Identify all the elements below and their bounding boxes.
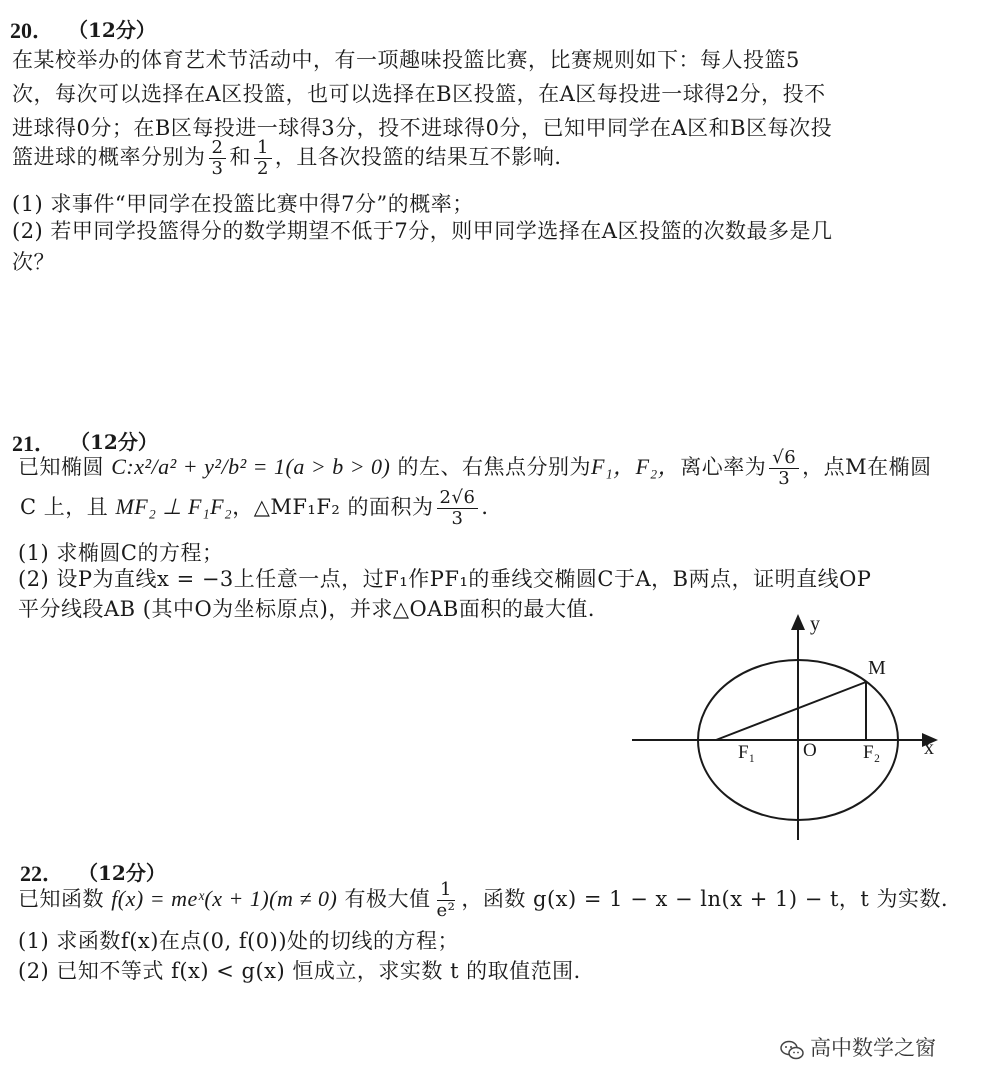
label-m: M — [868, 657, 886, 679]
q21-perp: MF₂ ⊥ F₁F₂ — [115, 494, 233, 519]
label-y: y — [810, 613, 820, 635]
q22-line1-mid: 有极大值 — [344, 887, 431, 911]
q20-points: （12分） — [68, 18, 156, 42]
q20-frac-b — [254, 138, 272, 179]
q20-line1: 在某校举办的体育艺术节活动中，有一项趣味投篮比赛，比赛规则如下：每人投篮5 — [12, 48, 800, 72]
label-x: x — [924, 737, 934, 759]
q21-ecc-den: 3 — [778, 468, 791, 489]
q22-number: 22． — [20, 861, 65, 886]
q21-foci: F₁，F₂， — [591, 454, 681, 479]
y-axis-arrow — [791, 614, 805, 630]
q20-number: 20． — [10, 18, 55, 43]
segment-f1-m — [716, 682, 866, 740]
q20-frac-b-num: 1 — [254, 138, 272, 159]
footer-brand: 高中数学之窗 — [810, 1036, 936, 1060]
q20-frac-a-den: 3 — [211, 158, 224, 179]
q21-ecc-num: √6 — [769, 448, 799, 469]
q20-line4 — [12, 138, 576, 179]
q21-line1-ecc: 离心率为 — [680, 455, 767, 479]
q21-line1-pre: 已知椭圆 — [18, 455, 104, 479]
q20-frac-a-num: 2 — [209, 138, 227, 159]
q21-line2-mid: ，△MF₁F₂ 的面积为 — [232, 495, 434, 519]
q22-part1: (1) 求函数f(x)在点(0, f(0))处的切线的方程； — [18, 929, 460, 953]
label-f1: F₁ — [738, 742, 756, 763]
q21-area-den: 3 — [451, 508, 464, 529]
q20-part1: (1) 求事件“甲同学在投篮比赛中得7分”的概率； — [12, 192, 474, 216]
q22-f-definition: f(x) = meˣ(x + 1)(m ≠ 0) — [111, 886, 338, 911]
q21-line1 — [18, 448, 932, 489]
q20-frac-a — [209, 138, 227, 179]
q22-line1-g: ，函数 g(x) = 1 − x − ln(x + 1) − t，t 为实数． — [461, 887, 963, 911]
ellipse-figure — [620, 608, 950, 848]
q21-ellipse-equation: C:x²/a² + y²/b² = 1(a > b > 0) — [111, 454, 391, 479]
q21-part2a: (2) 设P为直线x = −3上任意一点，过F₁作PF₁的垂线交椭圆C于A，B两点，证明直线OP — [18, 567, 872, 591]
q20-part2b: 次？ — [12, 250, 55, 274]
q22-max-num: 1 — [437, 880, 455, 901]
q20-frac-b-den: 2 — [256, 158, 269, 179]
q22-part2: (2) 已知不等式 f(x) < g(x) 恒成立，求实数 t 的取值范围． — [18, 959, 596, 983]
q20-line4-post: ，且各次投篮的结果互不影响． — [274, 145, 576, 169]
q20-line2: 次，每次可以选择在A区投篮，也可以选择在B区投篮，在A区每投进一球得2分，投不 — [12, 82, 826, 106]
q21-part1: (1) 求椭圆C的方程； — [18, 541, 224, 565]
q22-max-den: e² — [436, 900, 456, 921]
q21-part2b: 平分线段AB (其中O为坐标原点)，并求△OAB面积的最大值． — [18, 597, 610, 621]
wechat-icon — [780, 1040, 804, 1062]
q22-points: （12分） — [78, 861, 166, 885]
q21-line2: C 上，且 MF₂ ⊥ F₁F₂，△MF₁F₂ 的面积为 $\frac{2√6}{3}$ ． — [20, 487, 503, 529]
q21-line1-mid: 的左、右焦点分别为 — [397, 455, 592, 479]
q21-points: （12分） — [70, 430, 158, 454]
q20-line4-and: 和 — [229, 145, 251, 169]
q22-line1-pre: 已知函数 — [18, 887, 104, 911]
q21-area-frac — [437, 488, 479, 529]
q21-number: 21． — [12, 431, 57, 456]
q21-ecc-frac — [769, 448, 799, 489]
label-o: O — [803, 740, 817, 761]
q20-line4-pre: 篮进球的概率分别为 — [12, 145, 206, 169]
q20-line3: 进球得0分；在B区每投进一球得3分，投不进球得0分，已知甲同学在A区和B区每次投 — [12, 116, 833, 140]
q21-line2-pre: C 上，且 — [20, 495, 109, 519]
q22-max-frac — [434, 880, 459, 921]
footer-watermark — [780, 1032, 936, 1062]
q20-part2a: (2) 若甲同学投篮得分的数学期望不低于7分，则甲同学选择在A区投篮的次数最多是几 — [12, 219, 833, 243]
q21-area-num: 2√6 — [437, 488, 479, 509]
q22-line1 — [18, 880, 963, 921]
label-f2: F₂ — [863, 742, 881, 763]
q21-line1-post: ，点M在椭圆 — [802, 455, 932, 479]
